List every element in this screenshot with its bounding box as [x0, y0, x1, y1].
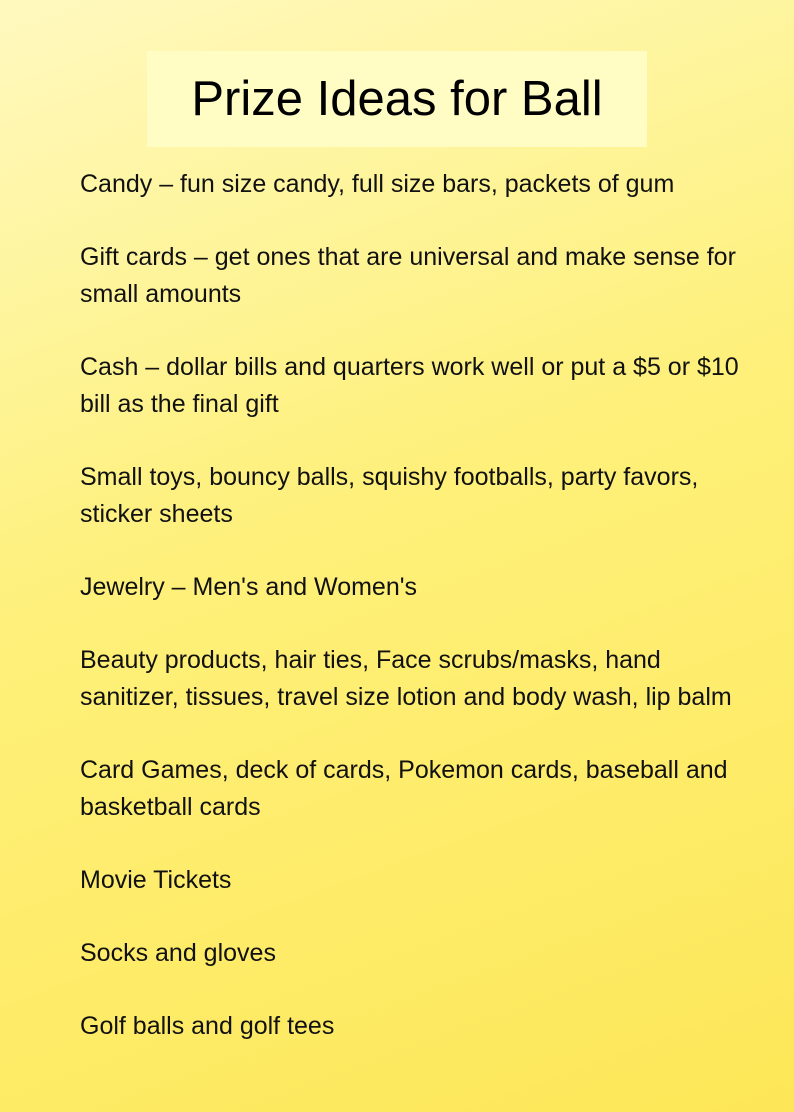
- list-item-card-games: Card Games, deck of cards, Pokemon cards, baseball and basketball cards: [80, 756, 728, 821]
- list-item-small-toys: Small toys, bouncy balls, squishy footballs, party favors, sticker sheets: [80, 463, 699, 528]
- list-item-jewelry: Jewelry – Men's and Women's: [80, 573, 417, 601]
- list-item-socks-gloves: Socks and gloves: [80, 939, 276, 967]
- list-item-movie-tickets: Movie Tickets: [80, 866, 232, 894]
- list-item-gift-cards: Gift cards – get ones that are universal and make sense for small amounts: [80, 243, 736, 308]
- page-title: Prize Ideas for Ball: [191, 71, 603, 126]
- prize-list: [80, 166, 740, 1081]
- title-box: [147, 51, 647, 147]
- list-item-cash: Cash – dollar bills and quarters work well or put a $5 or $10 bill as the final gift: [80, 353, 739, 418]
- list-item-golf: Golf balls and golf tees: [80, 1012, 335, 1040]
- list-item-beauty-products: Beauty products, hair ties, Face scrubs/masks, hand sanitizer, tissues, travel size lotion and body wash, lip balm: [80, 646, 732, 711]
- list-item-candy: Candy – fun size candy, full size bars, packets of gum: [80, 170, 675, 198]
